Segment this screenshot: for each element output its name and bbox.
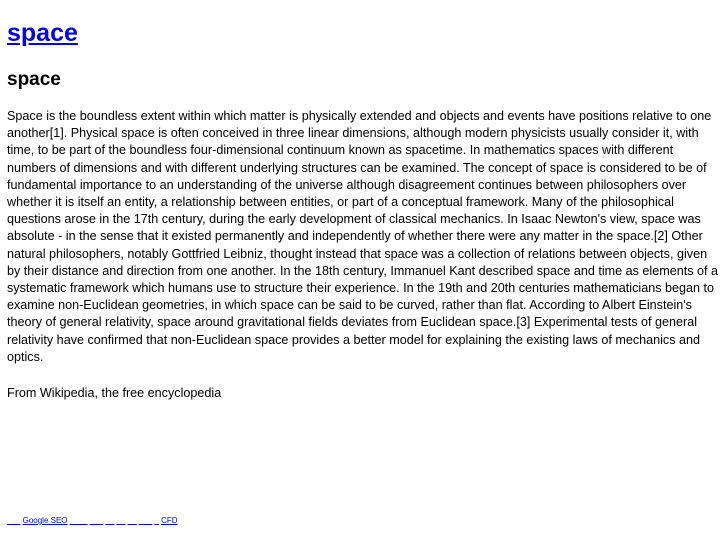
site-title-link[interactable]: space — [7, 19, 78, 47]
footer-link[interactable]: ___ — [138, 516, 153, 525]
footer-link[interactable]: ____ — [69, 516, 88, 525]
footer-link[interactable]: _ — [154, 516, 159, 525]
footer-link[interactable]: ___ — [89, 516, 104, 525]
footer-link-cfd[interactable]: CFD — [161, 516, 178, 525]
article-body: Space is the boundless extent within which matter is physically extended and objects and events have positions relative to one another[1]. Physical space is often conceived in three linear dimensions, although modern physicists usually consider it, with time, to be part of the boundless four-dimensional continuum known as spacetime. In mathematics spaces with different numbers of dimensions and with different underlying structures can be examined. The concept of space is considered to be of fundamental importance to an understanding of the universe although disagreement continues between philosophers over whether it is itself an entity, a relationship between entities, or part of a conceptual framework. Many of the philosophical questions arose in the 17th century, during the early development of classical mechanics. In Isaac Newton's view, space was absolute - in the sense that it existed permanently and independently of whether there were any matter in the space.[2] Other natural philosophers, notably Gottfried Leibniz, thought instead that space was a collection of relations between objects, given by their distance and direction from one another. In the 18th century, Immanuel Kant described space and time as elements of a systematic framework which humans use to structure their experience. In the 19th and 20th centuries mathematicians began to examine non-Euclidean geometries, in which space can be said to be curved, rather than flat. According to Albert Einstein's theory of general relativity, space around gravitational fields deviates from Euclidean space.[3] Experimental tests of general relativity have confirmed that non-Euclidean space provides a better model for explaining the existing laws of mechanics and optics. — [7, 109, 719, 364]
footer-link-google-seo[interactable]: Google SEO — [22, 516, 68, 525]
footer-link[interactable]: __ — [127, 516, 137, 525]
page-heading: space — [7, 69, 61, 90]
site-title — [7, 17, 78, 49]
source-attribution: From Wikipedia, the free encyclopedia — [7, 386, 222, 400]
footer-link[interactable]: __ — [116, 516, 126, 525]
footer-link[interactable]: ___ — [7, 516, 21, 525]
footer-links — [7, 515, 178, 527]
footer-link[interactable]: __ — [105, 516, 115, 525]
